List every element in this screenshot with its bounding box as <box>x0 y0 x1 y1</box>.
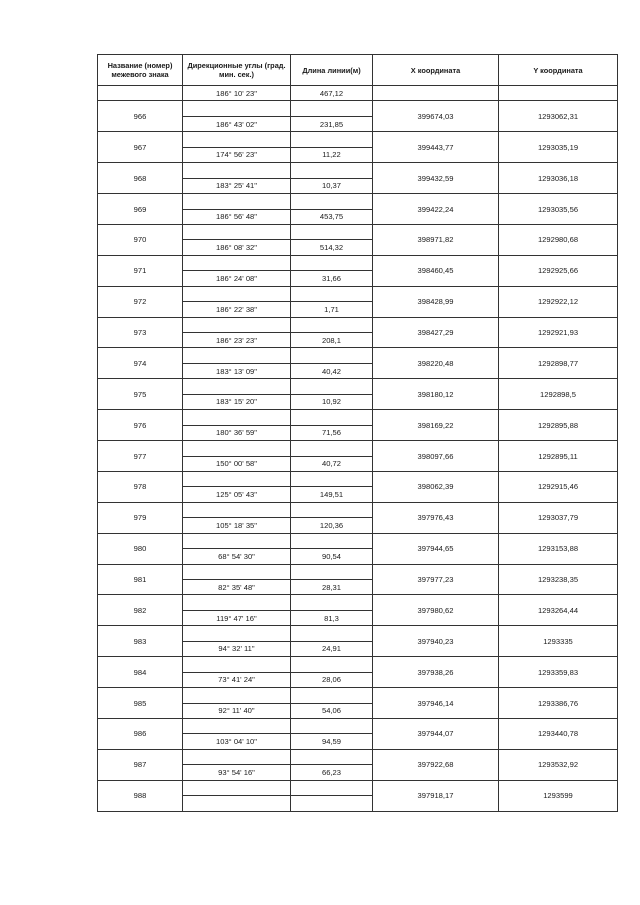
point-name-cell: 981 <box>98 564 183 595</box>
angle-cell <box>183 317 291 332</box>
angle-cell <box>183 441 291 456</box>
x-cell: 399422,24 <box>373 194 499 225</box>
angle-cell: 174° 56' 23" <box>183 147 291 162</box>
y-cell: 1293440,78 <box>499 718 618 749</box>
x-cell: 399432,59 <box>373 163 499 194</box>
y-cell: 1292895,11 <box>499 441 618 472</box>
y-cell: 1293386,76 <box>499 688 618 719</box>
x-cell: 397980,62 <box>373 595 499 626</box>
angle-cell: 119° 47' 16" <box>183 610 291 625</box>
length-cell: 90,54 <box>291 549 373 564</box>
length-cell <box>291 595 373 610</box>
header-x: X координата <box>373 55 499 86</box>
y-cell: 1293599 <box>499 780 618 811</box>
table-row <box>98 163 618 178</box>
angle-cell <box>183 194 291 209</box>
x-cell <box>373 86 499 101</box>
angle-cell: 105° 18' 35" <box>183 518 291 533</box>
length-cell <box>291 626 373 641</box>
length-cell <box>291 255 373 270</box>
y-cell: 1292915,46 <box>499 471 618 502</box>
y-cell: 1293335 <box>499 626 618 657</box>
length-cell: 231,85 <box>291 116 373 131</box>
point-name-cell: 978 <box>98 471 183 502</box>
table-row <box>98 348 618 363</box>
angle-cell: 183° 15' 20" <box>183 394 291 409</box>
x-cell: 397944,65 <box>373 533 499 564</box>
point-name-cell: 975 <box>98 379 183 410</box>
angle-cell: 82° 35' 48" <box>183 580 291 595</box>
angle-cell <box>183 101 291 116</box>
angle-cell <box>183 595 291 610</box>
x-cell: 398062,39 <box>373 471 499 502</box>
length-cell: 208,1 <box>291 333 373 348</box>
point-name-cell: 973 <box>98 317 183 348</box>
point-name-cell: 967 <box>98 132 183 163</box>
table-row <box>98 780 618 795</box>
length-cell <box>291 101 373 116</box>
angle-cell: 186° 08' 32" <box>183 240 291 255</box>
y-cell: 1292898,77 <box>499 348 618 379</box>
table-row <box>98 255 618 270</box>
length-cell: 467,12 <box>291 86 373 101</box>
angle-cell: 186° 10' 23" <box>183 86 291 101</box>
length-cell <box>291 502 373 517</box>
angle-cell: 73° 41' 24" <box>183 672 291 687</box>
x-cell: 398180,12 <box>373 379 499 410</box>
y-cell: 1292898,5 <box>499 379 618 410</box>
table-row <box>98 132 618 147</box>
x-cell: 398097,66 <box>373 441 499 472</box>
angle-cell: 183° 25' 41" <box>183 178 291 193</box>
length-cell: 149,51 <box>291 487 373 502</box>
table-row <box>98 564 618 579</box>
angle-cell <box>183 410 291 425</box>
length-cell <box>291 441 373 456</box>
angle-cell <box>183 163 291 178</box>
table-row <box>98 410 618 425</box>
angle-cell <box>183 626 291 641</box>
angle-cell: 125° 05' 43" <box>183 487 291 502</box>
length-cell <box>291 657 373 672</box>
length-cell <box>291 194 373 209</box>
point-name-cell: 976 <box>98 410 183 441</box>
x-cell: 397922,68 <box>373 749 499 780</box>
x-cell: 397918,17 <box>373 780 499 811</box>
length-cell: 71,56 <box>291 425 373 440</box>
angle-cell <box>183 688 291 703</box>
length-cell <box>291 317 373 332</box>
angle-cell <box>183 224 291 239</box>
length-cell: 40,42 <box>291 363 373 378</box>
point-name-cell: 972 <box>98 286 183 317</box>
angle-cell <box>183 132 291 147</box>
angle-cell <box>183 780 291 795</box>
y-cell: 1293035,19 <box>499 132 618 163</box>
table-row <box>98 626 618 641</box>
angle-cell <box>183 564 291 579</box>
angle-cell: 94° 32' 11" <box>183 641 291 656</box>
length-cell <box>291 379 373 394</box>
length-cell <box>291 796 373 811</box>
length-cell <box>291 749 373 764</box>
angle-cell <box>183 749 291 764</box>
point-name-cell: 969 <box>98 194 183 225</box>
x-cell: 398220,48 <box>373 348 499 379</box>
point-name-cell: 982 <box>98 595 183 626</box>
length-cell <box>291 348 373 363</box>
length-cell: 11,22 <box>291 147 373 162</box>
length-cell: 10,37 <box>291 178 373 193</box>
point-name-cell: 968 <box>98 163 183 194</box>
table-row <box>98 317 618 332</box>
x-cell: 397946,14 <box>373 688 499 719</box>
table-row <box>98 657 618 672</box>
y-cell: 1293359,83 <box>499 657 618 688</box>
point-name-cell: 987 <box>98 749 183 780</box>
angle-cell: 180° 36' 59" <box>183 425 291 440</box>
point-name-cell: 986 <box>98 718 183 749</box>
length-cell <box>291 224 373 239</box>
header-name: Название (номер) межевого знака <box>98 55 183 86</box>
length-cell: 66,23 <box>291 765 373 780</box>
length-cell <box>291 533 373 548</box>
length-cell: 514,32 <box>291 240 373 255</box>
x-cell: 399443,77 <box>373 132 499 163</box>
x-cell: 397977,23 <box>373 564 499 595</box>
table-row <box>98 286 618 301</box>
length-cell: 54,06 <box>291 703 373 718</box>
x-cell: 397938,26 <box>373 657 499 688</box>
y-cell <box>499 86 618 101</box>
length-cell <box>291 410 373 425</box>
table-row <box>98 502 618 517</box>
length-cell: 81,3 <box>291 610 373 625</box>
length-cell: 120,36 <box>291 518 373 533</box>
x-cell: 397944,07 <box>373 718 499 749</box>
angle-cell: 150° 00' 58" <box>183 456 291 471</box>
y-cell: 1293264,44 <box>499 595 618 626</box>
y-cell: 1293238,35 <box>499 564 618 595</box>
point-name-cell: 974 <box>98 348 183 379</box>
point-name-cell: 977 <box>98 441 183 472</box>
point-name-cell: 988 <box>98 780 183 811</box>
table-row <box>98 749 618 764</box>
table-row <box>98 224 618 239</box>
angle-cell: 186° 24' 08" <box>183 271 291 286</box>
x-cell: 398460,45 <box>373 255 499 286</box>
point-name-cell: 970 <box>98 224 183 255</box>
point-name-cell: 983 <box>98 626 183 657</box>
point-name-cell <box>98 86 183 101</box>
angle-cell: 92° 11' 40" <box>183 703 291 718</box>
length-cell: 28,06 <box>291 672 373 687</box>
length-cell <box>291 163 373 178</box>
length-cell: 94,59 <box>291 734 373 749</box>
angle-cell <box>183 502 291 517</box>
length-cell: 10,92 <box>291 394 373 409</box>
angle-cell <box>183 348 291 363</box>
table-row <box>98 86 618 101</box>
y-cell: 1292925,66 <box>499 255 618 286</box>
table-body <box>98 86 618 812</box>
length-cell: 24,91 <box>291 641 373 656</box>
x-cell: 398169,22 <box>373 410 499 441</box>
point-name-cell: 980 <box>98 533 183 564</box>
table-row <box>98 533 618 548</box>
x-cell: 399674,03 <box>373 101 499 132</box>
angle-cell <box>183 379 291 394</box>
angle-cell <box>183 255 291 270</box>
x-cell: 397976,43 <box>373 502 499 533</box>
point-name-cell: 979 <box>98 502 183 533</box>
table-row <box>98 379 618 394</box>
y-cell: 1293532,92 <box>499 749 618 780</box>
length-cell <box>291 471 373 486</box>
point-name-cell: 985 <box>98 688 183 719</box>
angle-cell <box>183 796 291 811</box>
header-length: Длина линии(м) <box>291 55 373 86</box>
table-row <box>98 688 618 703</box>
angle-cell <box>183 533 291 548</box>
point-name-cell: 966 <box>98 101 183 132</box>
y-cell: 1293037,79 <box>499 502 618 533</box>
angle-cell <box>183 286 291 301</box>
header-row <box>98 55 618 86</box>
x-cell: 398428,99 <box>373 286 499 317</box>
y-cell: 1292921,93 <box>499 317 618 348</box>
angle-cell: 186° 23' 23" <box>183 333 291 348</box>
y-cell: 1293062,31 <box>499 101 618 132</box>
angle-cell <box>183 718 291 733</box>
point-name-cell: 984 <box>98 657 183 688</box>
header-angle: Дирекционные углы (град. мин. сек.) <box>183 55 291 86</box>
table-row <box>98 718 618 733</box>
length-cell <box>291 286 373 301</box>
table-row <box>98 441 618 456</box>
y-cell: 1292922,12 <box>499 286 618 317</box>
y-cell: 1292895,88 <box>499 410 618 441</box>
boundary-coordinates-table <box>97 54 618 812</box>
length-cell: 1,71 <box>291 302 373 317</box>
y-cell: 1292980,68 <box>499 224 618 255</box>
y-cell: 1293035,56 <box>499 194 618 225</box>
table-row <box>98 471 618 486</box>
length-cell <box>291 132 373 147</box>
angle-cell: 186° 22' 38" <box>183 302 291 317</box>
angle-cell: 93° 54' 16" <box>183 765 291 780</box>
angle-cell: 68° 54' 30" <box>183 549 291 564</box>
length-cell <box>291 564 373 579</box>
y-cell: 1293153,88 <box>499 533 618 564</box>
point-name-cell: 971 <box>98 255 183 286</box>
x-cell: 397940,23 <box>373 626 499 657</box>
length-cell <box>291 688 373 703</box>
angle-cell <box>183 471 291 486</box>
table-row <box>98 101 618 116</box>
angle-cell <box>183 657 291 672</box>
angle-cell: 183° 13' 09" <box>183 363 291 378</box>
x-cell: 398427,29 <box>373 317 499 348</box>
length-cell: 31,66 <box>291 271 373 286</box>
table-row <box>98 595 618 610</box>
table-row <box>98 194 618 209</box>
angle-cell: 186° 56' 48" <box>183 209 291 224</box>
length-cell: 28,31 <box>291 580 373 595</box>
header-y: Y координата <box>499 55 618 86</box>
length-cell <box>291 718 373 733</box>
length-cell <box>291 780 373 795</box>
length-cell: 453,75 <box>291 209 373 224</box>
length-cell: 40,72 <box>291 456 373 471</box>
angle-cell: 103° 04' 10" <box>183 734 291 749</box>
y-cell: 1293036,18 <box>499 163 618 194</box>
x-cell: 398971,82 <box>373 224 499 255</box>
angle-cell: 186° 43' 02" <box>183 116 291 131</box>
